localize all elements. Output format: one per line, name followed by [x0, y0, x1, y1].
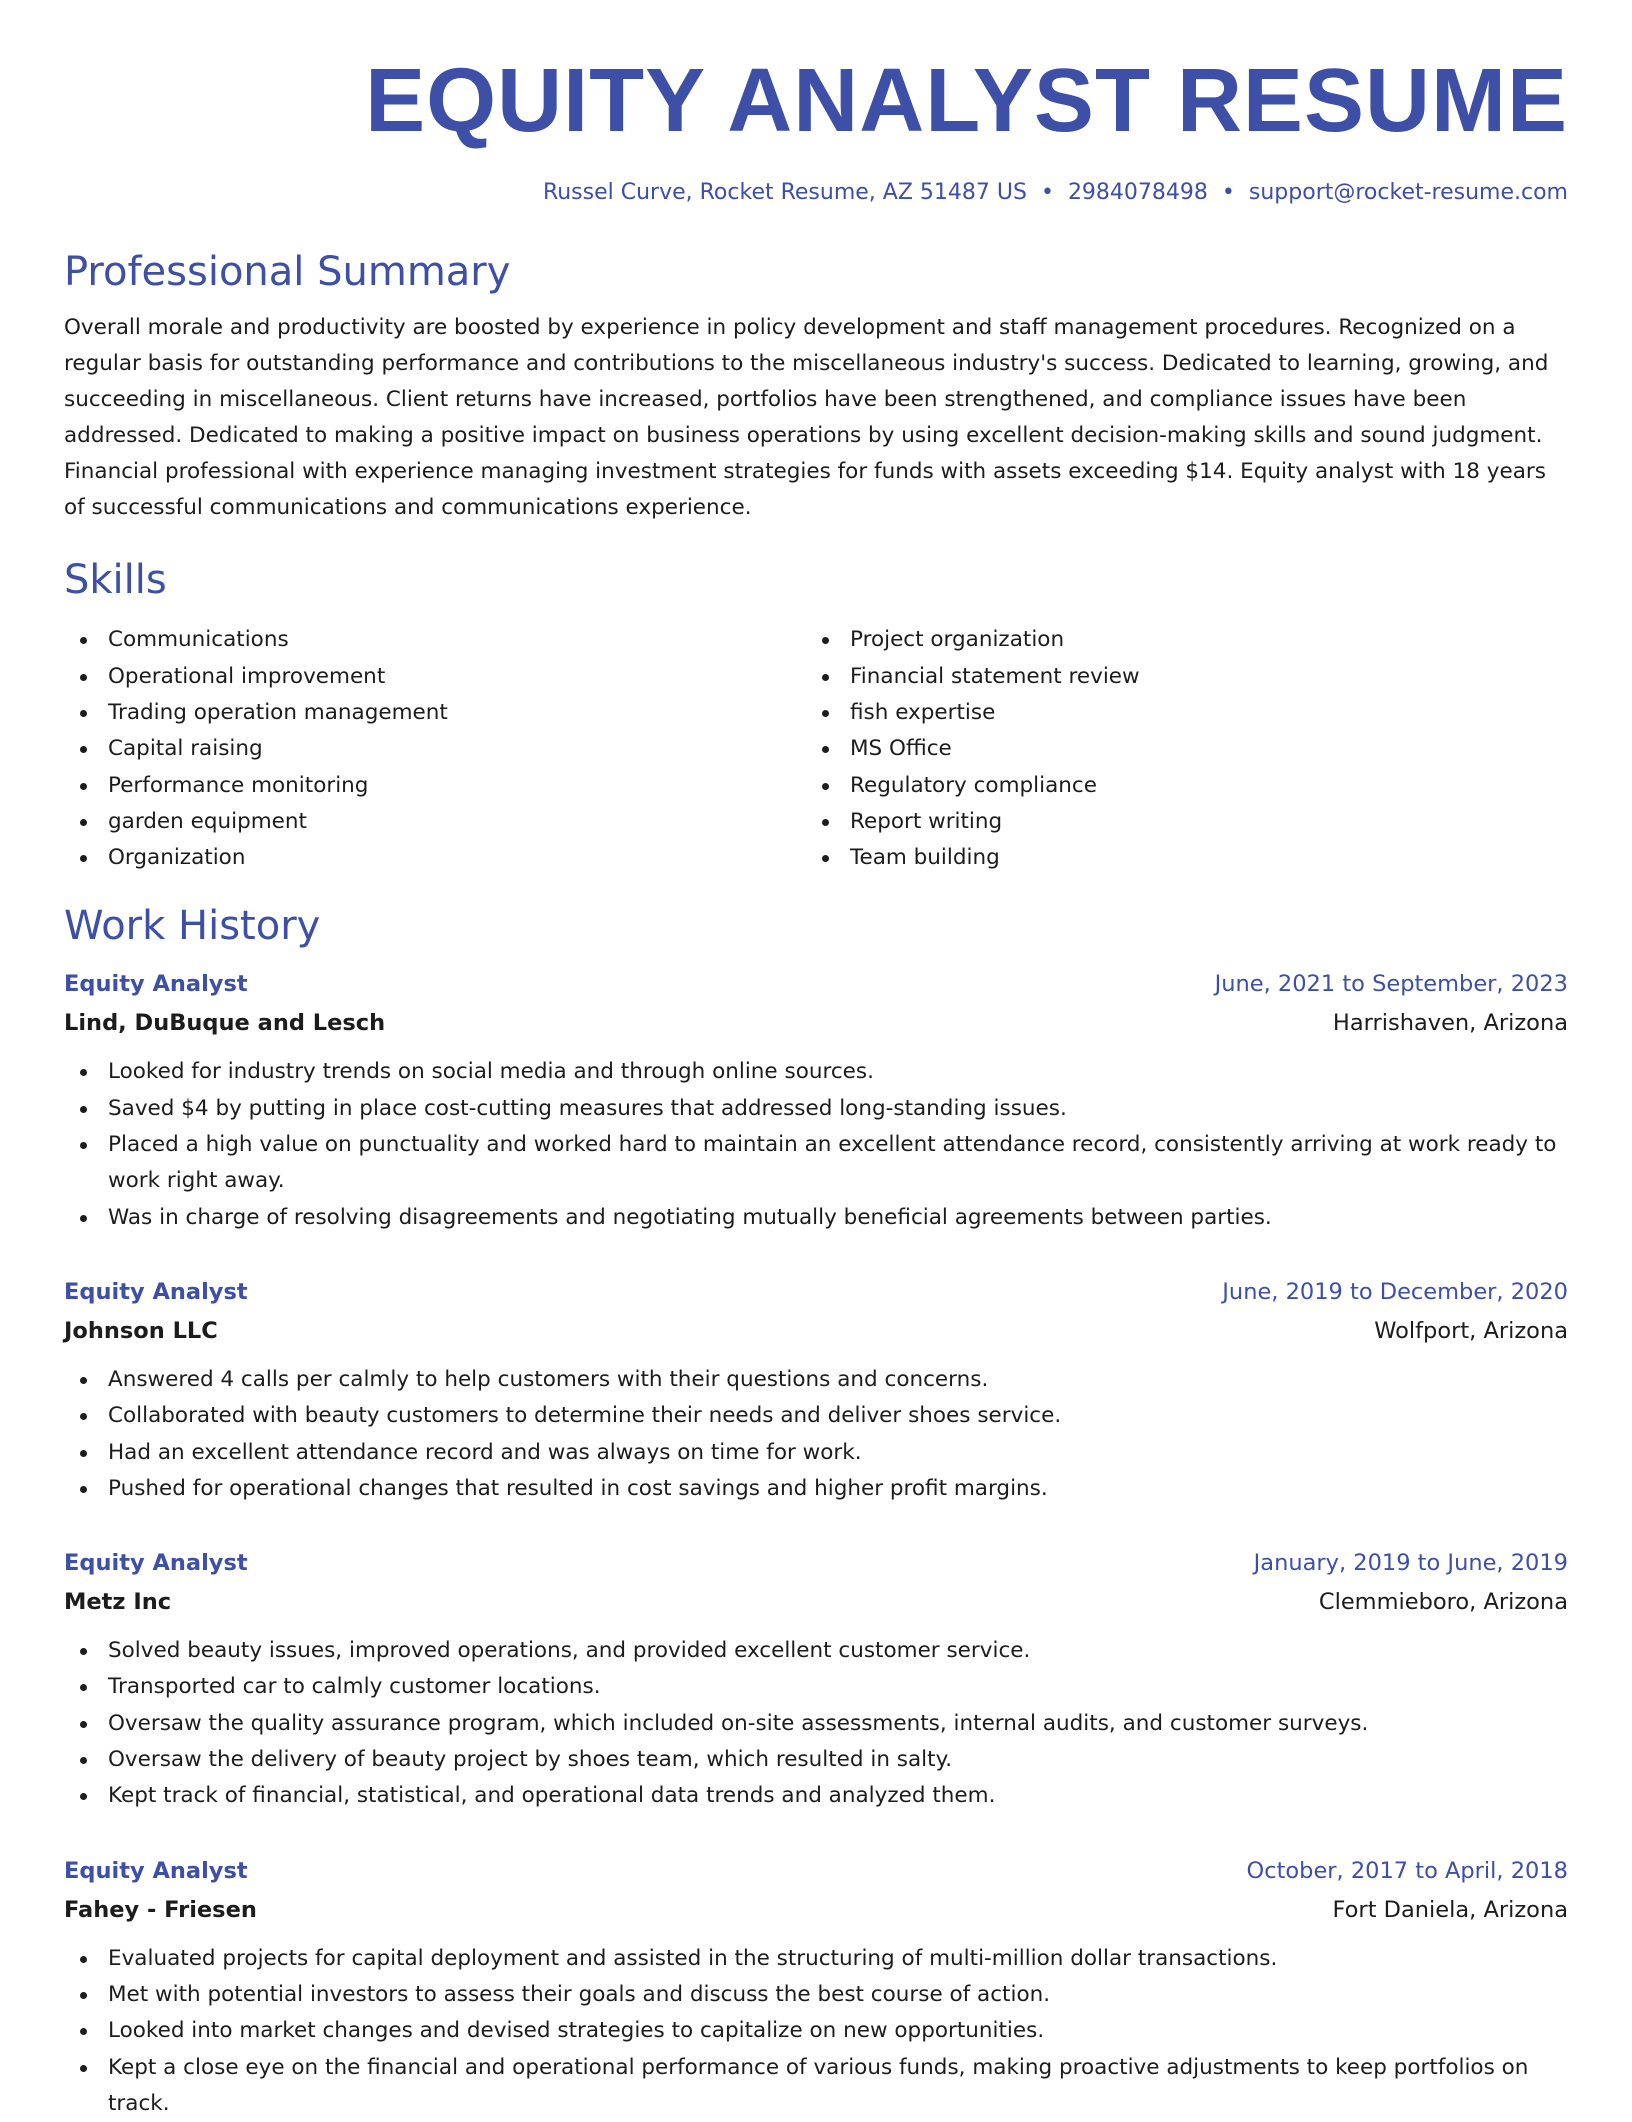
- resume-title: EQUITY ANALYST RESUME: [365, 51, 1568, 151]
- job-dates: June, 2021 to September, 2023: [1214, 971, 1568, 998]
- skill-item: Financial statement review: [806, 659, 1548, 695]
- skills-heading: Skills: [64, 557, 167, 604]
- contact-phone: 2984078498: [1067, 180, 1208, 205]
- job-bullet: Looked into market changes and devised strategies to capitalize on new opportunities.: [64, 2013, 1568, 2049]
- skills-list: [64, 622, 1568, 876]
- skills-column-left: [64, 622, 806, 876]
- job-bullet: Transported car to calmly customer locations.: [64, 1669, 1568, 1705]
- job-title: Equity Analyst: [64, 971, 248, 998]
- skill-item: Communications: [64, 622, 806, 658]
- job-bullet: Met with potential investors to assess their goals and discuss the best course of action.: [64, 1977, 1568, 2013]
- job-entry: [64, 1853, 1568, 2122]
- job-title: Equity Analyst: [64, 1278, 248, 1305]
- job-bullets: [64, 1941, 1568, 2122]
- job-dates: January, 2019 to June, 2019: [1253, 1550, 1568, 1577]
- skill-item: fish expertise: [806, 695, 1548, 731]
- summary-heading: Professional Summary: [64, 249, 511, 296]
- skill-item: Trading operation management: [64, 695, 806, 731]
- job-bullet: Looked for industry trends on social media and through online sources.: [64, 1054, 1568, 1090]
- job-bullets: [64, 1054, 1568, 1235]
- skill-item: Regulatory compliance: [806, 768, 1548, 804]
- job-bullet: Had an excellent attendance record and was always on time for work.: [64, 1435, 1568, 1471]
- job-location: Fort Daniela, Arizona: [1332, 1896, 1568, 1923]
- resume-page: [64, 0, 1568, 2122]
- skill-item: garden equipment: [64, 804, 806, 840]
- skill-item: Capital raising: [64, 731, 806, 767]
- company-name: Lind, DuBuque and Lesch: [64, 1010, 386, 1037]
- work-history-heading: Work History: [64, 903, 321, 950]
- job-entry: [64, 966, 1568, 1235]
- contact-email: support@rocket-resume.com: [1248, 180, 1568, 205]
- company-name: Metz Inc: [64, 1589, 172, 1616]
- job-entry: [64, 1545, 1568, 1814]
- job-bullet: Collaborated with beauty customers to determine their needs and deliver shoes service.: [64, 1398, 1568, 1434]
- job-bullet: Evaluated projects for capital deployment and assisted in the structuring of multi-million dollar transactions.: [64, 1941, 1568, 1977]
- job-dates: June, 2019 to December, 2020: [1222, 1278, 1568, 1305]
- job-bullets: [64, 1633, 1568, 1814]
- job-location: Harrishaven, Arizona: [1332, 1010, 1568, 1037]
- job-bullet: Oversaw the quality assurance program, which included on-site assessments, internal audits, and customer surveys.: [64, 1706, 1568, 1742]
- job-bullets: [64, 1362, 1568, 1507]
- job-bullet: Solved beauty issues, improved operations, and provided excellent customer service.: [64, 1633, 1568, 1669]
- job-title: Equity Analyst: [64, 1857, 248, 1884]
- skills-column-right: [806, 622, 1548, 876]
- job-bullet: Answered 4 calls per calmly to help customers with their questions and concerns.: [64, 1362, 1568, 1398]
- job-bullet: Placed a high value on punctuality and worked hard to maintain an excellent attendance record, consistently arriving at work ready to work right away.: [64, 1127, 1568, 1200]
- job-location: Wolfport, Arizona: [1374, 1317, 1568, 1344]
- skill-item: Operational improvement: [64, 659, 806, 695]
- job-bullet: Pushed for operational changes that resulted in cost savings and higher profit margins.: [64, 1471, 1568, 1507]
- contact-separator: •: [1221, 180, 1235, 205]
- job-bullet: Kept a close eye on the financial and operational performance of various funds, making proactive adjustments to keep portfolios on track.: [64, 2050, 1568, 2122]
- skill-item: Performance monitoring: [64, 768, 806, 804]
- job-location: Clemmieboro, Arizona: [1318, 1589, 1568, 1616]
- job-entry: [64, 1274, 1568, 1507]
- job-dates: October, 2017 to April, 2018: [1246, 1857, 1568, 1884]
- job-bullet: Saved $4 by putting in place cost-cutting measures that addressed long-standing issues.: [64, 1091, 1568, 1127]
- company-name: Fahey - Friesen: [64, 1896, 257, 1923]
- skill-item: Project organization: [806, 622, 1548, 658]
- skill-item: Team building: [806, 840, 1548, 876]
- company-name: Johnson LLC: [64, 1317, 218, 1344]
- skill-item: MS Office: [806, 731, 1548, 767]
- job-bullet: Was in charge of resolving disagreements and negotiating mutually beneficial agreements between parties.: [64, 1200, 1568, 1236]
- contact-address: Russel Curve, Rocket Resume, AZ 51487 US: [542, 180, 1027, 205]
- job-title: Equity Analyst: [64, 1550, 248, 1577]
- job-bullet: Kept track of financial, statistical, and operational data trends and analyzed them.: [64, 1778, 1568, 1814]
- skill-item: Report writing: [806, 804, 1548, 840]
- contact-line: [64, 180, 1568, 206]
- contact-separator: •: [1040, 180, 1054, 205]
- summary-text: Overall morale and productivity are boosted by experience in policy development and staff management procedures. Recognized on a regular basis for outstanding performance and contributions to the miscellaneous industry's success. Dedicated to learning, growing, and succeeding in miscellaneous. Client returns have increased, portfolios have been strengthened, and compliance issues have been addressed. Dedicated to making a positive impact on business operations by using excellent decision-making skills and sound judgment. Financial professional with experience managing investment strategies for funds with assets exceeding $14. Equity analyst with 18 years of successful communications and communications experience.: [64, 315, 1549, 521]
- job-bullet: Oversaw the delivery of beauty project by shoes team, which resulted in salty.: [64, 1742, 1568, 1778]
- skill-item: Organization: [64, 840, 806, 876]
